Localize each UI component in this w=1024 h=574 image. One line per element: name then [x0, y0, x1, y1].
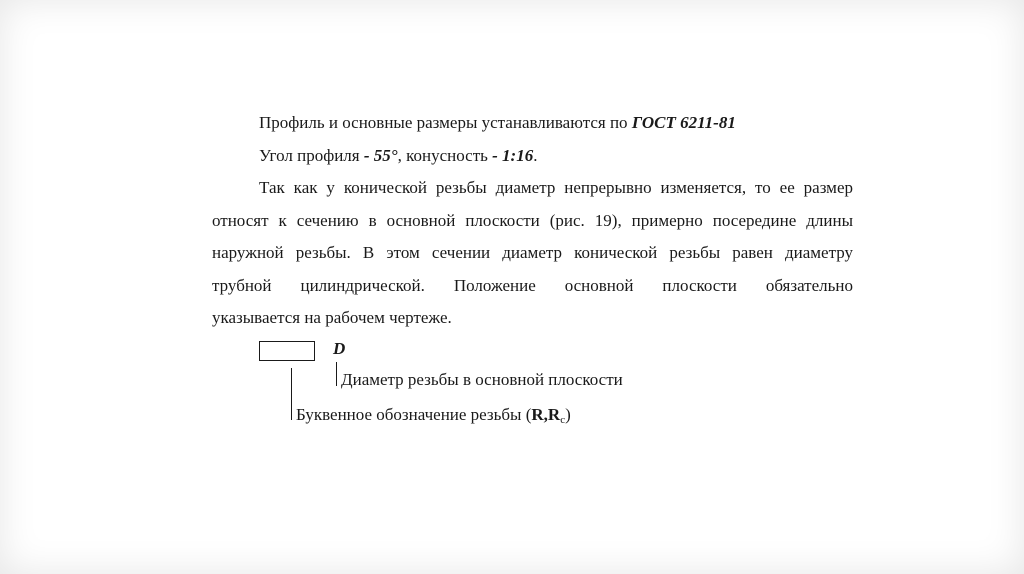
paragraph-line-3: наружной резьбы. В этом сечении диаметр конической резьбы равен диаметру [212, 243, 853, 262]
gost-intro-text: Профиль и основные размеры устанавливаются по [259, 113, 632, 132]
letter-leader-line [291, 368, 292, 420]
gost-line [259, 113, 736, 133]
gost-reference: ГОСТ 6211-81 [631, 113, 736, 132]
letter-comma: , [543, 405, 548, 424]
profile-angle-label: Угол профиля [259, 146, 364, 165]
diameter-leader-line [336, 362, 337, 386]
profile-angle-line [259, 146, 537, 166]
letter-r: R [531, 405, 544, 424]
paragraph-line-1: Так как у конической резьбы диаметр непрерывно изменяется, то ее размер [259, 178, 853, 197]
diameter-symbol: D [333, 339, 346, 358]
taper-value: - 1:16 [492, 146, 534, 165]
letter-designation-label [296, 405, 571, 430]
paragraph-line-2: относят к сечению в основной плоскости (рис. 19), примерно посередине длины [212, 211, 853, 230]
profile-angle-value: - 55° [363, 146, 398, 165]
designation-box [259, 341, 315, 361]
letter-rc: R [547, 405, 561, 424]
paragraph-line-5: указывается на рабочем чертеже. [212, 308, 452, 327]
letter-designation-text: Буквенное обозначение резьбы ( [296, 405, 532, 424]
taper-label: , конусность [397, 146, 493, 165]
letter-rc-subscript: c [560, 414, 566, 426]
paragraph-line-4: трубной цилиндрической. Положение основной плоскости обязательно [212, 276, 853, 295]
closing-paren: ) [565, 405, 571, 424]
diameter-label: Диаметр резьбы в основной плоскости [341, 370, 623, 389]
period: . [533, 146, 538, 165]
